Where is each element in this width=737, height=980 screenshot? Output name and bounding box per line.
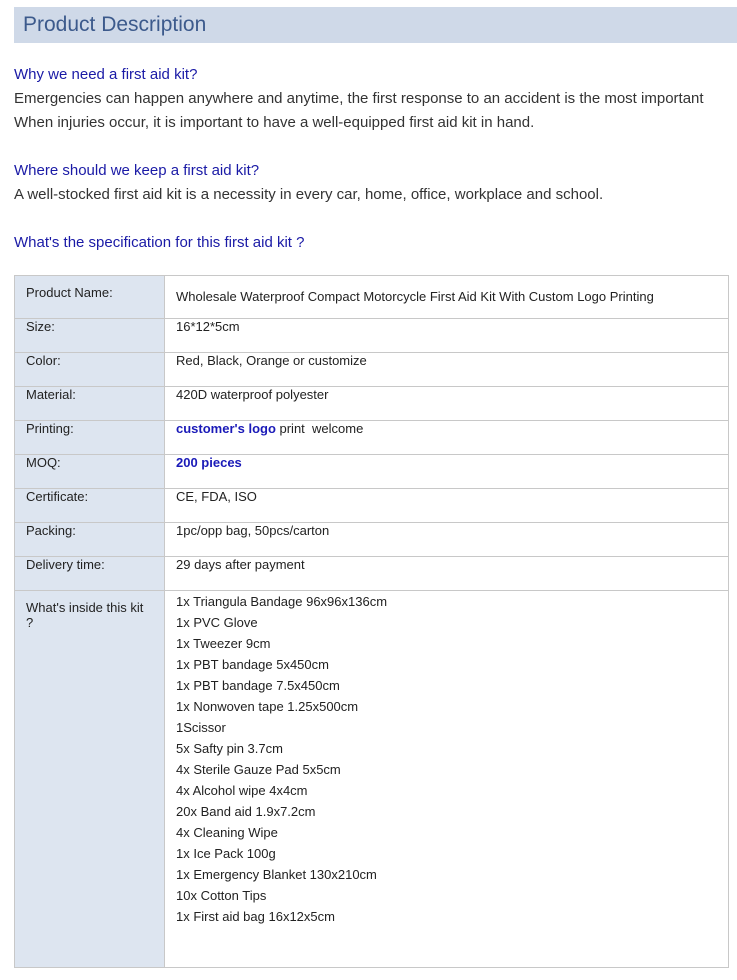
spec-label: Delivery time: bbox=[15, 557, 165, 591]
list-item: 1Scissor bbox=[176, 720, 226, 735]
printing-rest: print welcome bbox=[275, 421, 364, 436]
printing-highlight: customer's logo bbox=[176, 421, 276, 436]
list-item: 1x Triangula Bandage 96x96x136cm bbox=[176, 594, 388, 609]
list-item: 1x PVC Glove bbox=[176, 615, 258, 630]
question-why: Why we need a first aid kit? bbox=[14, 66, 198, 83]
list-item: 1x PBT bandage 5x450cm bbox=[176, 657, 329, 672]
question-where: Where should we keep a first aid kit? bbox=[14, 162, 260, 179]
spec-label: Material: bbox=[15, 387, 165, 421]
paragraph-why-line-2: When injuries occur, it is important to have a well-equipped first aid kit in hand. bbox=[14, 114, 535, 131]
spec-row-size bbox=[15, 319, 729, 353]
kit-contents-list bbox=[165, 591, 729, 968]
spec-label: MOQ: bbox=[15, 455, 165, 489]
list-item: 1x Ice Pack 100g bbox=[176, 846, 276, 861]
spec-row-color bbox=[15, 353, 729, 387]
spec-value bbox=[165, 421, 729, 455]
paragraph-where: A well-stocked first aid kit is a necessity in every car, home, office, workplace and school. bbox=[14, 186, 604, 203]
list-item: 4x Sterile Gauze Pad 5x5cm bbox=[176, 762, 341, 777]
spec-label: Size: bbox=[15, 319, 165, 353]
list-item: 4x Alcohol wipe 4x4cm bbox=[176, 783, 308, 798]
spec-label: What's inside this kit ? bbox=[15, 591, 165, 968]
question-spec: What's the specification for this first aid kit ? bbox=[14, 234, 305, 251]
spec-label: Certificate: bbox=[15, 489, 165, 523]
spec-value: 16*12*5cm bbox=[165, 319, 729, 353]
spec-value: Wholesale Waterproof Compact Motorcycle First Aid Kit With Custom Logo Printing bbox=[165, 276, 729, 319]
list-item: 1x Emergency Blanket 130x210cm bbox=[176, 867, 377, 882]
list-item: 4x Cleaning Wipe bbox=[176, 825, 278, 840]
spec-value bbox=[165, 455, 729, 489]
spec-value: 420D waterproof polyester bbox=[165, 387, 729, 421]
list-item: 1x PBT bandage 7.5x450cm bbox=[176, 678, 340, 693]
spec-value: 1pc/opp bag, 50pcs/carton bbox=[165, 523, 729, 557]
spec-label: Color: bbox=[15, 353, 165, 387]
spec-row-material bbox=[15, 387, 729, 421]
paragraph-why-line-1: Emergencies can happen anywhere and anytime, the first response to an accident is the most important bbox=[14, 90, 704, 107]
spec-label: Product Name: bbox=[15, 276, 165, 319]
spec-row-certificate bbox=[15, 489, 729, 523]
list-item: 10x Cotton Tips bbox=[176, 888, 267, 903]
spec-label: Packing: bbox=[15, 523, 165, 557]
moq-value: 200 pieces bbox=[176, 455, 242, 470]
spec-row-printing bbox=[15, 421, 729, 455]
spec-row-delivery bbox=[15, 557, 729, 591]
spec-row-product-name bbox=[15, 276, 729, 319]
spec-row-packing bbox=[15, 523, 729, 557]
spec-value: 29 days after payment bbox=[165, 557, 729, 591]
list-item: 5x Safty pin 3.7cm bbox=[176, 741, 283, 756]
spec-value: Red, Black, Orange or customize bbox=[165, 353, 729, 387]
spec-row-moq bbox=[15, 455, 729, 489]
spec-row-inside bbox=[15, 591, 729, 968]
spec-table bbox=[14, 275, 729, 968]
list-item: 1x Tweezer 9cm bbox=[176, 636, 271, 651]
section-title: Product Description bbox=[14, 7, 737, 43]
list-item: 1x First aid bag 16x12x5cm bbox=[176, 909, 335, 924]
spec-value: CE, FDA, ISO bbox=[165, 489, 729, 523]
list-item: 1x Nonwoven tape 1.25x500cm bbox=[176, 699, 359, 714]
spec-label: Printing: bbox=[15, 421, 165, 455]
list-item: 20x Band aid 1.9x7.2cm bbox=[176, 804, 316, 819]
